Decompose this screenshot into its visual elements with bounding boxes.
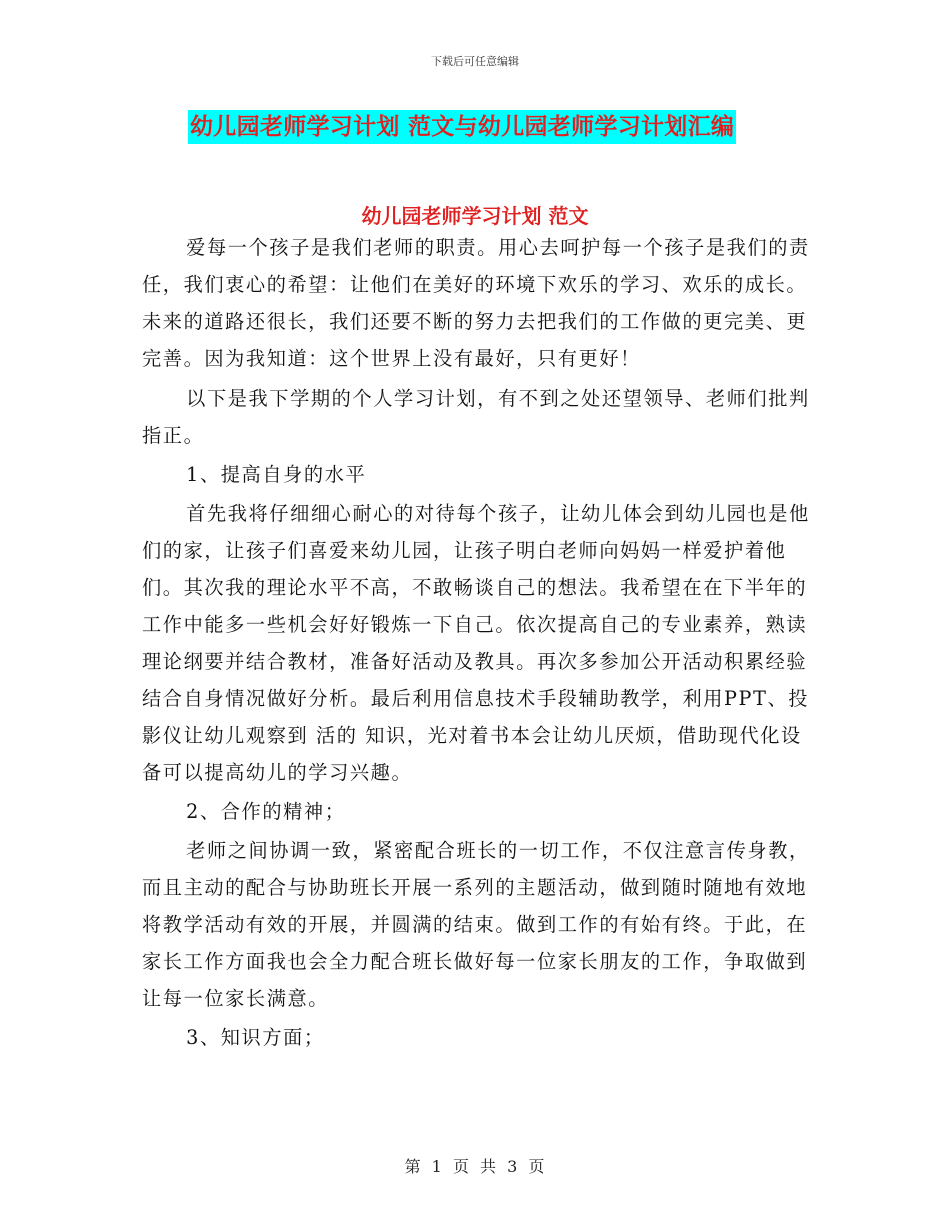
page-footer: 第 1 页 共 3 页	[404, 1157, 546, 1176]
paragraph-intro: 爱每一个孩子是我们老师的职责。用心去呵护每一个孩子是我们的责任，我们衷心的希望：让他们在美好的环境下欢乐的学习、欢乐的成长。未来的道路还很长，我们还要不断的努力去把我们的工作做的更完美、更完善。因为我知道：这个世界上没有最好，只有更好！	[142, 236, 810, 370]
section-title: 幼儿园老师学习计划 范文	[361, 204, 589, 228]
header-note: 下载后可任意编辑	[431, 55, 519, 68]
paragraph-plan-note: 以下是我下学期的个人学习计划，有不到之处还望领导、老师们批判指正。	[142, 387, 810, 447]
heading-cooperation: 2、合作的精神；	[186, 800, 346, 823]
document-body	[142, 229, 810, 1058]
heading-improve-self: 1、提高自身的水平	[186, 463, 367, 486]
paragraph-cooperation: 老师之间协调一致，紧密配合班长的一切工作，不仅注意言传身教，而且主动的配合与协助班长开展一系列的主题活动，做到随时随地有效地将教学活动有效的开展，并圆满的结束。做到工作的有始有终。于此，在家长工作方面我也会全力配合班长做好每一位家长朋友的工作，争取做到让每一位家长满意。	[142, 839, 810, 1010]
heading-knowledge: 3、知识方面；	[186, 1026, 325, 1049]
paragraph-improve-self: 首先我将仔细细心耐心的对待每个孩子，让幼儿体会到幼儿园也是他们的家，让孩子们喜爱来幼儿园，让孩子明白老师向妈妈一样爱护着他们。其次我的理论水平不高，不敢畅谈自己的想法。我希望在在下半年的工作中能多一些机会好好锻炼一下自己。依次提高自己的专业素养，熟读理论纲要并结合教材，准备好活动及教具。再次多参加公开活动积累经验结合自身情况做好分析。最后利用信息技术手段辅助教学，利用PPT、投影仪让幼儿观察到 活的 知识，光对着书本会让幼儿厌烦，借助现代化设备可以提高幼儿的学习兴趣。	[142, 502, 810, 784]
document-title: 幼儿园老师学习计划 范文与幼儿园老师学习计划汇编	[188, 110, 736, 144]
